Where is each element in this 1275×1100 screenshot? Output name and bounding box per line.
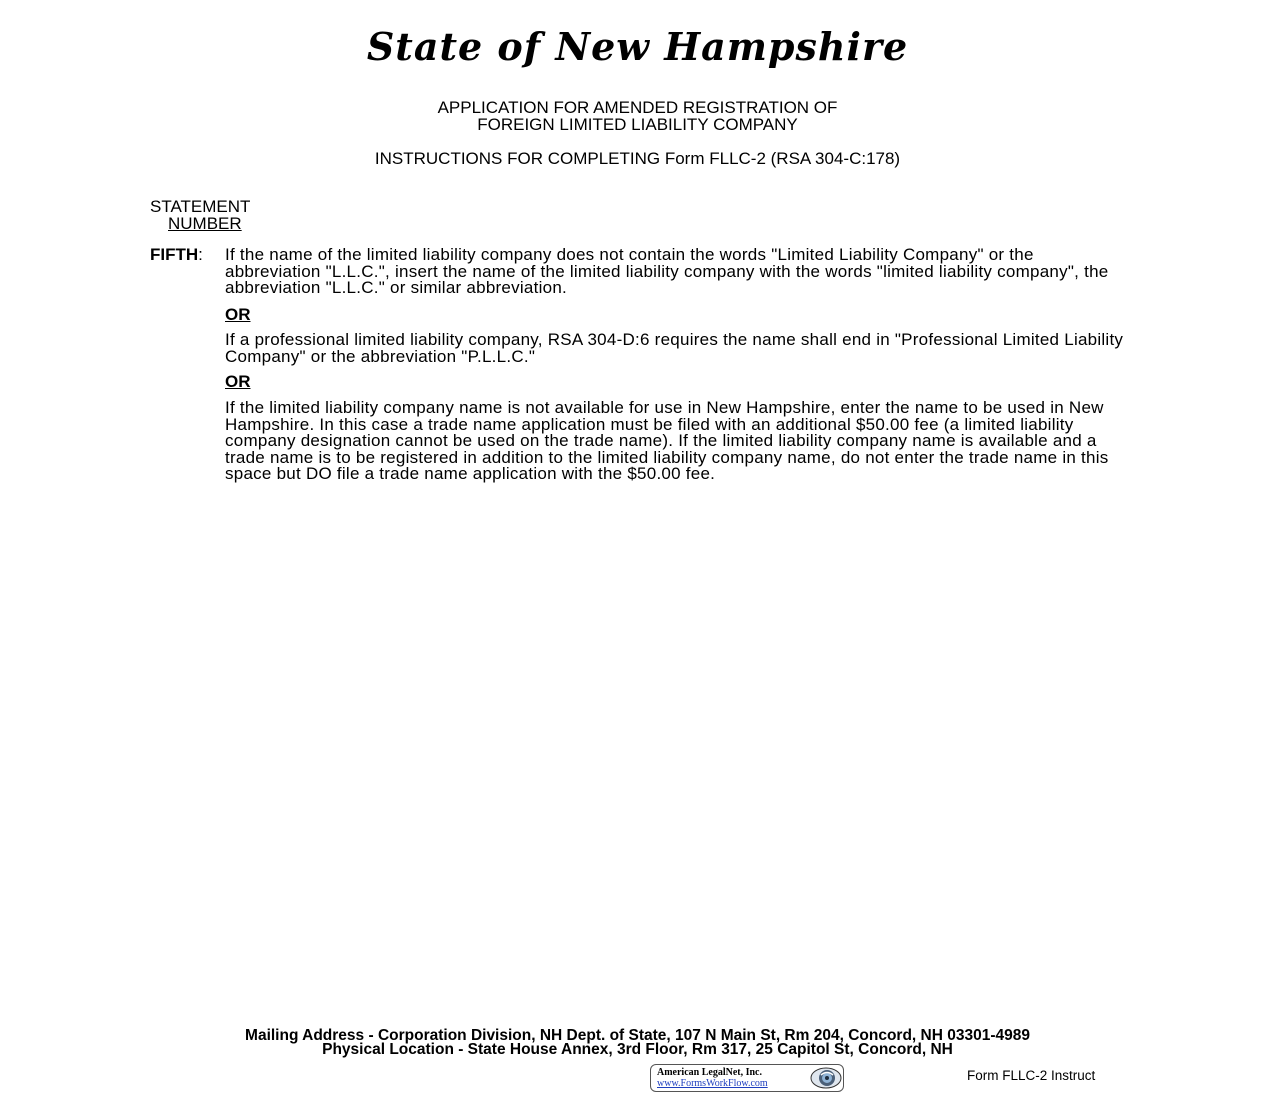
fifth-paragraph-1: If the name of the limited liability company does not contain the words "Limited Liability Company" or the abbreviation "L.L.C.", insert the name of the limited liability company with the words "limited liability company", the abbreviation "L.L.C." or similar abbreviation. xyxy=(225,245,1109,298)
american-legalnet-logo[interactable] xyxy=(650,1064,844,1092)
logo-company-name: American LegalNet, Inc. xyxy=(657,1067,762,1078)
page-title: State of New Hampshire xyxy=(366,24,909,69)
globe-icon xyxy=(809,1066,843,1090)
number-label: NUMBER xyxy=(168,214,242,233)
logo-website-link[interactable]: www.FormsWorkFlow.com xyxy=(657,1078,768,1089)
fifth-label-colon: : xyxy=(198,245,203,264)
physical-location: Physical Location - State House Annex, 3rd Floor, Rm 317, 25 Capitol St, Concord, NH xyxy=(322,1041,953,1058)
fifth-paragraph-2: If a professional limited liability company, RSA 304-D:6 requires the name shall end in "Professional Limited Liability Company" or the abbreviation "P.L.L.C." xyxy=(225,330,1124,366)
or-separator-1: OR xyxy=(225,305,251,324)
fifth-label-text: FIFTH xyxy=(150,245,199,264)
form-heading-line-2: FOREIGN LIMITED LIABILITY COMPANY xyxy=(477,115,798,134)
form-identifier: Form FLLC-2 Instruct xyxy=(967,1068,1096,1083)
mailing-address: Mailing Address - Corporation Division, NH Dept. of State, 107 N Main St, Rm 204, Concord, NH 03301-4989 xyxy=(245,1027,1030,1044)
fifth-statement-label xyxy=(150,247,203,264)
fifth-paragraph-3: If the limited liability company name is not available for use in New Hampshire, enter the name to be used in New Hampshire. In this case a trade name application must be filed with an additional $50.00 fee (a limited liability company designation cannot be used on the trade name). If the limited liability company name is available and a trade name is to be registered in addition to the limited liability company name, do not enter the trade name in this space but DO file a trade name application with the $50.00 fee. xyxy=(225,398,1109,484)
instructions-heading: INSTRUCTIONS FOR COMPLETING Form FLLC-2 (RSA 304-C:178) xyxy=(374,149,901,168)
or-separator-2: OR xyxy=(225,372,251,391)
form-heading-line-1: APPLICATION FOR AMENDED REGISTRATION OF xyxy=(437,98,838,117)
statement-label: STATEMENT xyxy=(150,197,251,216)
